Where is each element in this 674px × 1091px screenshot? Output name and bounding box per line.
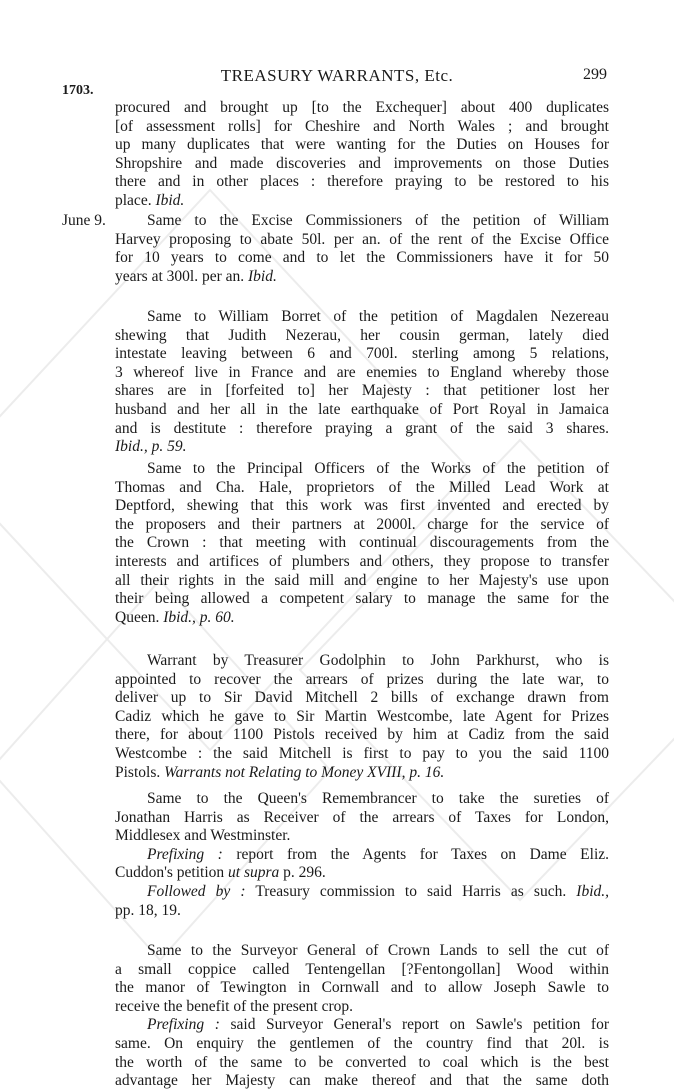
text-line: Shropshire and made discoveries and improvements on those Duties <box>115 154 609 172</box>
text-line: Jonathan Harris as Receiver of the arrears of Taxes for London, <box>115 808 609 826</box>
text-line: interests and artifices of plumbers and others, they propose to transfer <box>115 552 609 570</box>
text-line: intestate leaving between 6 and 700l. sterling among 5 relations, <box>115 345 609 363</box>
text-line: there, for about 1100 Pistols received by him at Cadiz from the said <box>115 726 609 744</box>
text-line: said Surveyor General's report on Sawle's petition for <box>230 1016 610 1034</box>
text-line: all their rights in the said mill and engine to her Majesty's use upon <box>115 571 609 589</box>
prefix-italic: ut supra <box>228 864 280 882</box>
reference: Warrants not Relating to Money XVIII, p. 16. <box>164 763 445 781</box>
entry-paragraph <box>115 99 609 211</box>
text-line: advantage her Majesty can make thereof and that the same doth <box>115 1072 609 1090</box>
text-line: Thomas and Cha. Hale, proprietors of the Milled Lead Work at <box>115 478 609 496</box>
year-margin-note: 1703. <box>62 83 94 98</box>
text-line: Queen. <box>115 608 160 626</box>
text-line: Same to William Borret of the petition of Magdalen Nezereau <box>147 308 609 325</box>
text-line: deliver up to Sir David Mitchell 2 bills of exchange drawn from <box>115 689 609 707</box>
reference: Ibid., <box>576 882 609 900</box>
text-line: a small coppice called Tentengellan [?Fentongollan] Wood within <box>115 960 609 978</box>
text-line: Same to the Principal Officers of the Works of the petition of <box>147 460 609 477</box>
text-line: report from the Agents for Taxes on Dame Eliz. <box>236 845 610 863</box>
text-line: Cuddon's petition <box>115 864 225 882</box>
text-line: the Crown : that meeting with continual discouragements from the <box>115 534 609 552</box>
entry-paragraph <box>115 790 609 920</box>
prefix-tail: p. 296. <box>283 864 326 882</box>
entry-paragraph <box>115 212 609 286</box>
text-line: shares are in [forfeited to] her Majesty : that petitioner lost her <box>115 382 609 400</box>
text-line: Pistols. <box>115 763 161 781</box>
text-line: [of assessment rolls] for Cheshire and North Wales ; and brought <box>115 117 609 135</box>
reference: Ibid., p. 59. <box>115 438 187 456</box>
entry-paragraph <box>115 942 609 1091</box>
text-line: Same to the Queen's Remembrancer to take the sureties of <box>147 790 609 807</box>
text-line: the proposers and their partners at 2000l. charge for the service of <box>115 515 609 533</box>
reference: Ibid. <box>155 191 185 209</box>
text-line: Middlesex and Westminster. <box>115 827 291 845</box>
text-line: up many duplicates that were wanting for the Duties on Houses for <box>115 136 609 154</box>
entry-paragraph <box>115 460 609 627</box>
reference: Ibid., p. 60. <box>163 608 235 626</box>
followed-label: Followed by : <box>147 882 246 900</box>
text-line: appointed to recover the arrears of prizes during the late war, to <box>115 670 609 688</box>
reference: Ibid. <box>248 267 277 285</box>
text-line: their being allowed a competent salary to manage the same for the <box>115 590 609 608</box>
text-line: Harvey proposing to abate 50l. per an. of the rent of the Excise Office <box>115 230 609 248</box>
entry-paragraph <box>115 652 609 782</box>
text-line: there and in other places : therefore praying to be restored to his <box>115 173 609 191</box>
text-line: place. <box>115 191 152 209</box>
text-line: shewing that Judith Nezerau, her cousin german, lately died <box>115 326 609 344</box>
followed-text: Treasury commission to said Harris as such. <box>255 882 567 900</box>
text-line: 3 whereof live in France and are enemies to England whereby those <box>115 363 609 381</box>
text-line: years at 300l. per an. <box>115 267 245 285</box>
text-line: Cadiz which he gave to Sir Martin Westcombe, late Agent for Prizes <box>115 707 609 725</box>
text-line: husband and her all in the late earthquake of Port Royal in Jamaica <box>115 400 609 418</box>
text-line: procured and brought up [to the Exchequer] about 400 duplicates <box>115 99 609 116</box>
entry-paragraph <box>115 308 609 457</box>
text-line: for 10 years to come and to let the Commissioners have it for 50 <box>115 249 609 267</box>
prefix-label: Prefixing : <box>147 1016 220 1034</box>
text-line: the worth of the same to be converted to coal which is the best <box>115 1053 609 1071</box>
text-line: Same to the Excise Commissioners of the petition of William <box>147 212 609 229</box>
text-line: pp. 18, 19. <box>115 901 181 919</box>
text-line: Westcombe : the said Mitchell is first to pay to you the said 1100 <box>115 744 609 762</box>
prefix-label: Prefixing : <box>147 845 223 863</box>
date-margin-note: June 9. <box>62 212 106 229</box>
text-line: Deptford, shewing that this work was first invented and erected by <box>115 497 609 515</box>
text-line: the manor of Tewington in Cornwall and to allow Joseph Sawle to <box>115 979 609 997</box>
page-number: 299 <box>583 66 607 83</box>
text-line: receive the benefit of the present crop. <box>115 997 353 1015</box>
running-title: TREASURY WARRANTS, Etc. <box>220 66 454 85</box>
text-line: same. On enquiry the gentlemen of the country find that 20l. is <box>115 1034 609 1052</box>
text-line: Same to the Surveyor General of Crown Lands to sell the cut of <box>147 942 609 959</box>
text-line: Warrant by Treasurer Godolphin to John Parkhurst, who is <box>147 652 609 669</box>
text-line: and is destitute : therefore praying a grant of the said 3 shares. <box>115 419 609 437</box>
